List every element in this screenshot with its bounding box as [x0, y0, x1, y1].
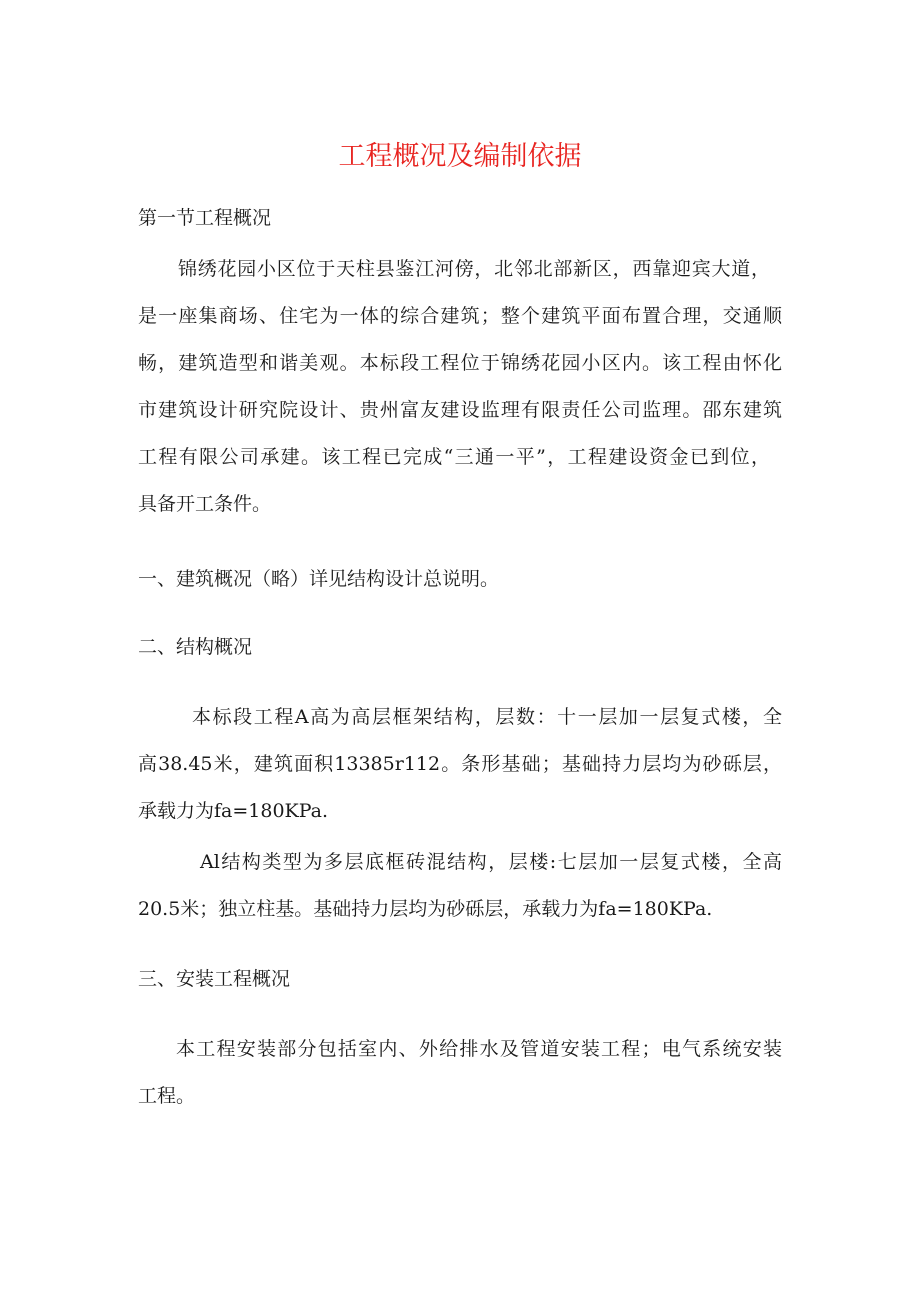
structure-a-line-1: 本标段工程A高为高层框架结构，层数：十一层加一层复式楼，全 [192, 706, 782, 728]
item-installation-overview: 三、安装工程概况 [138, 968, 291, 990]
intro-line-2: 是一座集商场、住宅为一体的综合建筑；整个建筑平面布置合理，交通顺 [138, 305, 782, 327]
structure-a-line-2: 高38.45米，建筑面积13385r112。条形基础；基础持力层均为砂砾层， [138, 753, 782, 775]
intro-line-1: 锦绣花园小区位于天柱县鉴江河傍，北邻北部新区，西靠迎宾大道， [178, 258, 770, 280]
page-title: 工程概况及编制依据 [338, 141, 582, 172]
intro-line-6: 具备开工条件。 [138, 493, 272, 515]
item-structure-overview: 二、结构概况 [138, 636, 253, 658]
intro-line-3: 畅，建筑造型和谐美观。本标段工程位于锦绣花园小区内。该工程由怀化 [138, 352, 782, 374]
structure-a1-line-2: 20.5米；独立柱基。基础持力层均为砂砾层，承载力为fa=180KPa. [138, 898, 713, 920]
item-building-overview: 一、建筑概况（略）详见结构设计总说明。 [138, 568, 500, 590]
intro-line-4: 市建筑设计研究院设计、贵州富友建设监理有限责任公司监理。邵东建筑 [138, 399, 782, 421]
structure-a-line-3: 承载力为fa=180KPa. [138, 800, 329, 822]
section-heading: 第一节工程概况 [138, 207, 272, 229]
intro-line-5: 工程有限公司承建。该工程已完成“三通一平”，工程建设资金已到位， [138, 446, 770, 468]
install-line-1: 本工程安装部分包括室内、外给排水及管道安装工程；电气系统安装 [176, 1038, 782, 1060]
structure-a1-line-1: Al结构类型为多层底框砖混结构，层楼:七层加一层复式楼，全高 [200, 851, 782, 873]
install-line-2: 工程。 [138, 1085, 196, 1107]
